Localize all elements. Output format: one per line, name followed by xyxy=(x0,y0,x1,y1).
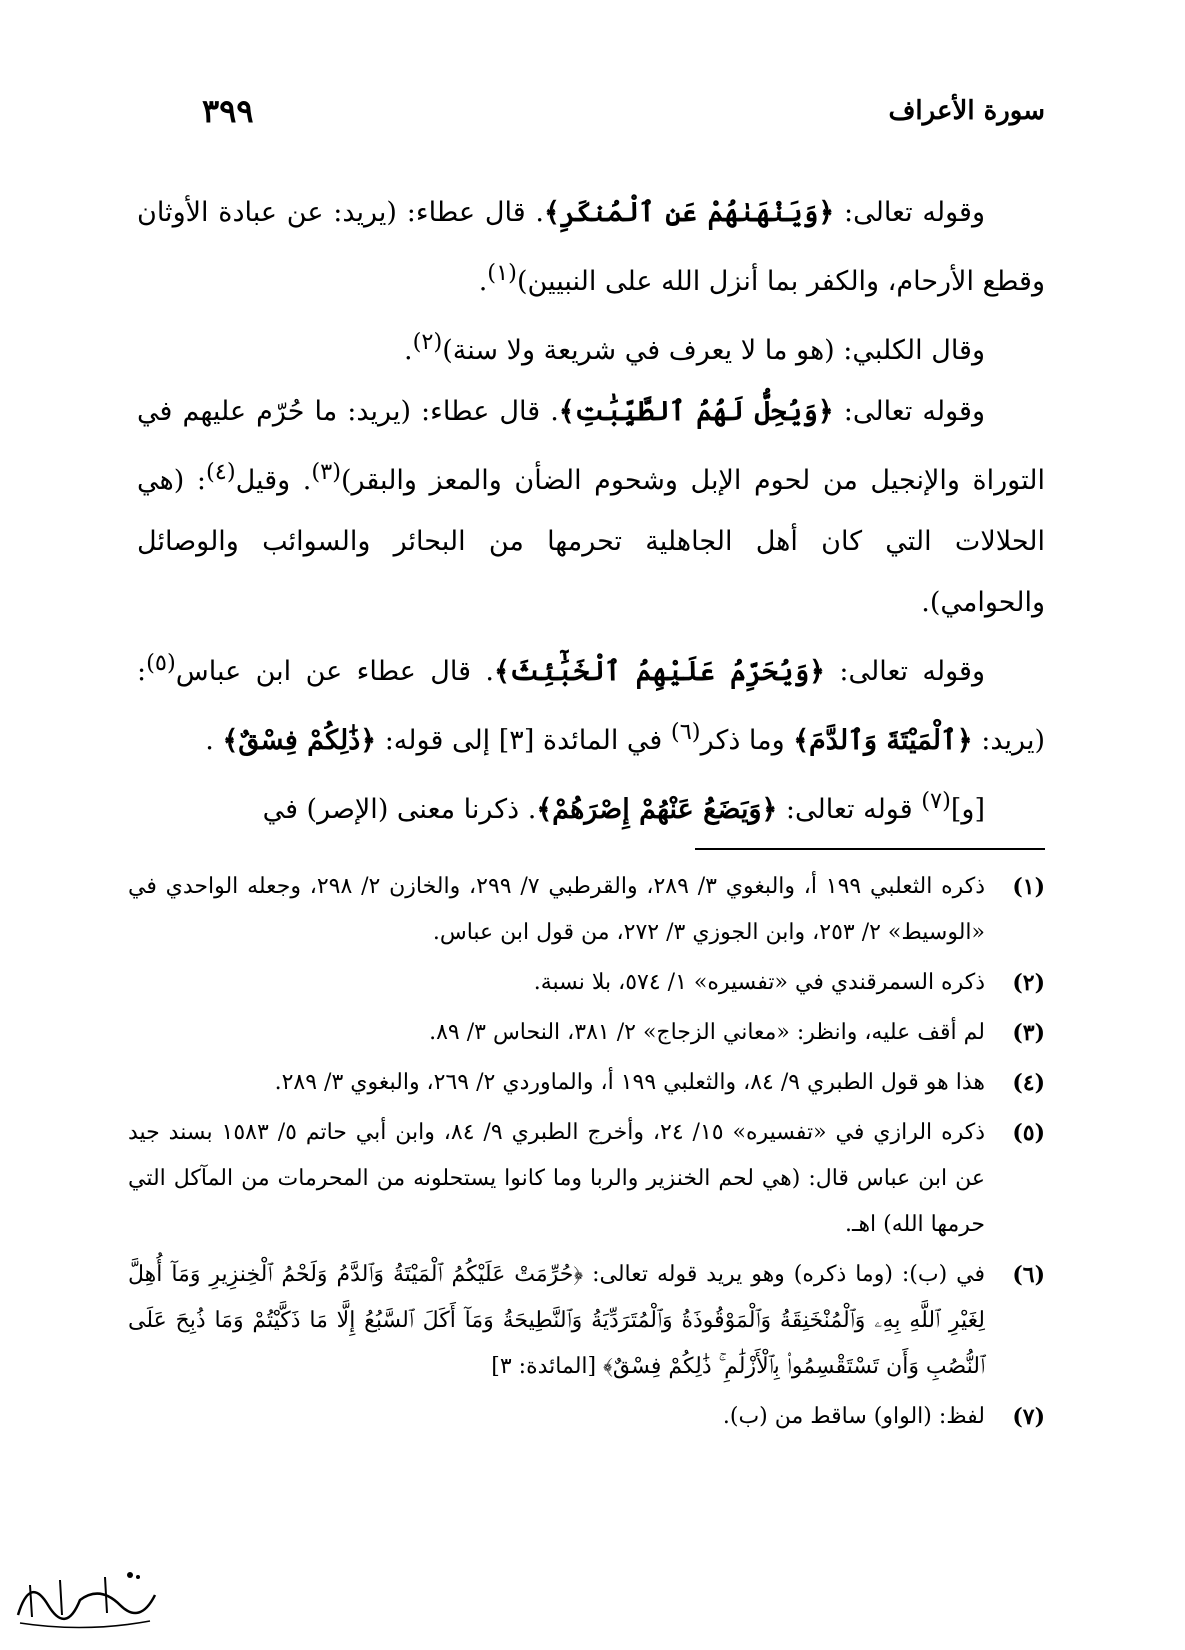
footnote-ref-2[interactable]: (٢) xyxy=(412,329,443,355)
footnote-ref-7[interactable]: (٧) xyxy=(921,788,951,814)
footnote-text: لفظ: (الواو) ساقط من (ب). xyxy=(722,1404,985,1429)
text-run: [و] xyxy=(950,794,985,825)
text-run: وقوله تعالى: xyxy=(825,656,985,687)
footnote-text: ذكره الرازي في «تفسيره» ١٥/ ٢٤، وأخرج الطبري ٩/ ٨٤، وابن أبي حاتم ٥/ ١٥٨٣ بسند جيد عن ابن عباس قال: (هي لحم الخنزير والربا وما كانوا يستحلونه من المحرمات من المآكل التي حرمها الله) اهـ. xyxy=(128,1120,986,1237)
footnote-5 xyxy=(128,1110,1045,1248)
footnote-ref-4[interactable]: (٤) xyxy=(205,459,236,485)
text-run: . وقيل xyxy=(235,465,312,496)
text-run: . قال عطاء: (يريد: ما حُرّم عليهم في التوراة والإنجيل من لحوم الإبل وشحوم الضأن والمعز والبقر) xyxy=(137,396,1045,496)
text-run: وقال الكلبي: (هو ما لا يعرف في شريعة ولا سنة) xyxy=(442,335,985,366)
text-run: . xyxy=(478,266,488,297)
paragraph-2 xyxy=(137,312,1045,381)
quran-verse: ﴿وَيَنْهَىٰهُمْ عَنِ ٱلْمُنكَرِ﴾ xyxy=(544,197,835,228)
footnote-number: (٤) xyxy=(1012,1070,1045,1096)
footnote-number: (٢) xyxy=(1012,970,1045,996)
footnote-7 xyxy=(128,1394,1045,1440)
text-run: . xyxy=(205,725,223,756)
footnote-number: (١) xyxy=(1012,874,1045,900)
footnote-4 xyxy=(128,1060,1045,1106)
text-run: . قال عطاء عن ابن عباس xyxy=(175,656,494,687)
quran-verse: ﴿وَيُحَرِّمُ عَلَيْهِمُ ٱلْخَبَٰٓئِثَ﴾ xyxy=(493,656,825,687)
text-run: وقوله تعالى: xyxy=(834,197,986,228)
footnote-ref-1[interactable]: (١) xyxy=(487,260,517,286)
footnote-divider xyxy=(695,848,1045,850)
footnote-2 xyxy=(128,960,1045,1006)
text-run: وقوله تعالى: xyxy=(833,396,985,427)
text-run: وما ذكر xyxy=(700,725,794,756)
footnote-text: في (ب): (وما ذكره) وهو يريد قوله تعالى: ﴿حُرِّمَتْ عَلَيْكُمُ ٱلْمَيْتَةُ وَٱلدَّمُ وَلَحْمُ ٱلْخِنزِيرِ وَمَآ أُهِلَّ لِغَيْرِ ٱللَّهِ بِهِۦ وَٱلْمُنْخَنِقَةُ وَٱلْمَوْقُوذَةُ وَٱلْمُتَرَدِّيَةُ وَٱلنَّطِيحَةُ وَمَآ أَكَلَ ٱلسَّبُعُ إِلَّا مَا ذَكَّيْتُمْ وَمَا ذُبِحَ عَلَى ٱلنُّصُبِ وَأَن تَسْتَقْسِمُوا۟ بِٱلْأَزْلَٰمِ ۚ ذَٰلِكُمْ فِسْقٌ﴾ [المائدة: ٣] xyxy=(128,1262,985,1379)
text-run: في المائدة [٣] إلى قوله: xyxy=(376,725,671,756)
footnotes xyxy=(128,864,1045,1444)
paragraph-3 xyxy=(137,381,1045,633)
quran-verse: ﴿وَيَضَعُ عَنْهُمْ إِصْرَهُمْ﴾ xyxy=(536,794,778,825)
paragraph-4 xyxy=(137,633,1045,771)
footnote-3 xyxy=(128,1010,1045,1056)
footnote-number: (٥) xyxy=(1012,1120,1045,1146)
quran-verse: ﴿ٱلْمَيْتَةَ وَٱلدَّمَ﴾ xyxy=(793,725,973,756)
text-run: : (يريد: xyxy=(137,656,1045,756)
footnote-number: (٣) xyxy=(1012,1020,1045,1046)
text-run: قوله تعالى: xyxy=(777,794,922,825)
quran-verse: ﴿وَيُحِلُّ لَهُمُ ٱلطَّيِّبَٰتِ﴾ xyxy=(558,396,834,427)
text-run: . قال عطاء: (يريد: عن عبادة الأوثان وقطع الأرحام، والكفر بما أنزل الله على النبيين) xyxy=(137,197,1045,297)
main-text xyxy=(137,182,1045,840)
text-run: . ذكرنا معنى (الإصر) في xyxy=(262,794,537,825)
paragraph-5 xyxy=(137,771,1045,840)
publisher-logo xyxy=(10,1555,160,1635)
footnote-text: ذكره الثعلبي ١٩٩ أ، والبغوي ٣/ ٢٨٩، والقرطبي ٧/ ٢٩٩، والخازن ٢/ ٢٩٨، وجعله الواحدي في «الوسيط» ٢/ ٢٥٣، وابن الجوزي ٣/ ٢٧٢، من قول ابن عباس. xyxy=(128,874,986,945)
page-number: ٣٩٩ xyxy=(202,92,254,130)
footnote-6 xyxy=(128,1252,1045,1390)
footnote-text: هذا هو قول الطبري ٩/ ٨٤، والثعلبي ١٩٩ أ، والماوردي ٢/ ٢٦٩، والبغوي ٣/ ٢٨٩. xyxy=(274,1070,985,1095)
quran-verse: ﴿ذَٰلِكُمْ فِسْقٌ﴾ xyxy=(222,725,377,756)
footnote-number: (٦) xyxy=(1012,1262,1045,1288)
footnote-ref-6[interactable]: (٦) xyxy=(670,719,701,745)
footnote-ref-5[interactable]: (٥) xyxy=(146,650,176,676)
text-run: : (هي الحلالات التي كان أهل الجاهلية تحرمها من البحائر والسوائب والوصائل والحوامي). xyxy=(137,465,1045,618)
footnote-1 xyxy=(128,864,1045,956)
footnote-text: ذكره السمرقندي في «تفسيره» ١/ ٥٧٤، بلا نسبة. xyxy=(533,970,985,995)
page-header xyxy=(140,92,1045,140)
footnote-text: لم أقف عليه، وانظر: «معاني الزجاج» ٢/ ٣٨١، النحاس ٣/ ٨٩. xyxy=(429,1020,985,1045)
surah-title: سورة الأعراف xyxy=(888,96,1045,126)
footnote-ref-3[interactable]: (٣) xyxy=(311,459,341,485)
paragraph-1 xyxy=(137,182,1045,312)
footnote-number: (٧) xyxy=(1012,1404,1045,1430)
text-run: . xyxy=(403,335,413,366)
